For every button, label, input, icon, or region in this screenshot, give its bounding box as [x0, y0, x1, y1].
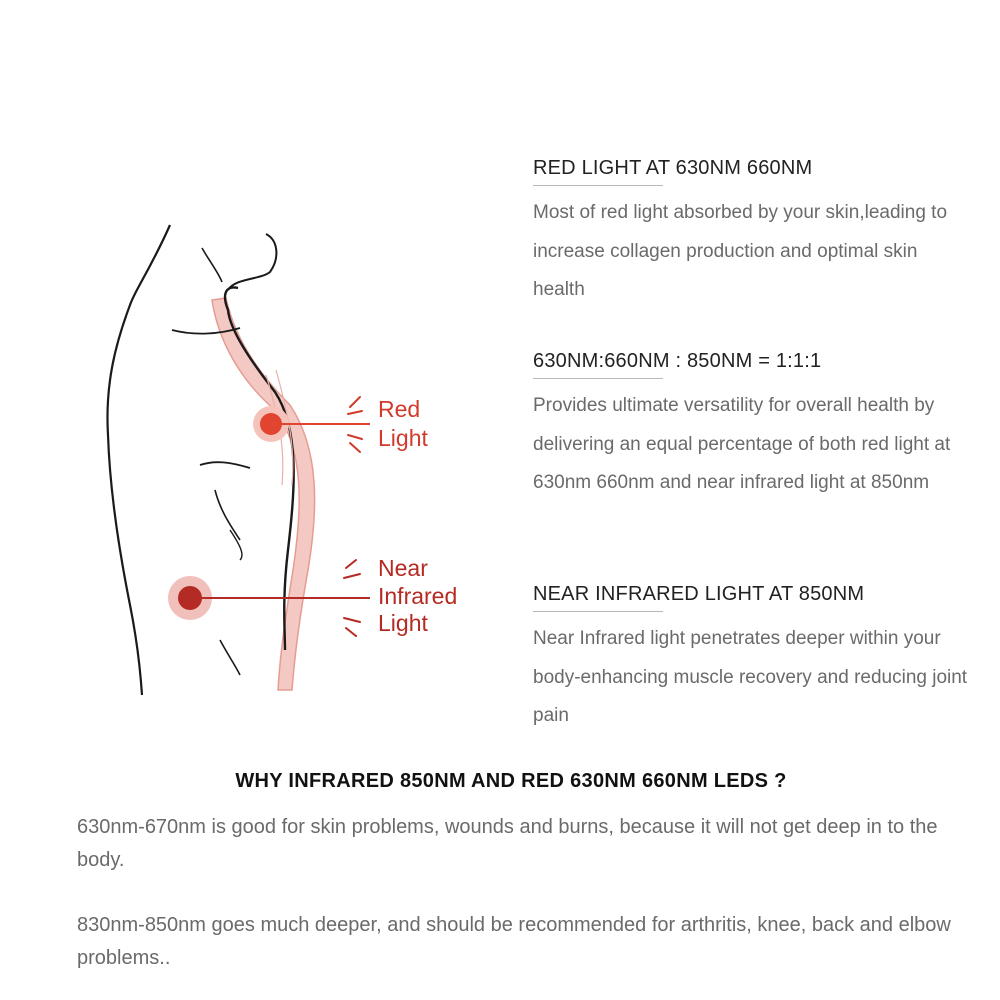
neck-outline: [228, 234, 276, 290]
section-title: RED LIGHT AT 630NM 660NM: [533, 157, 812, 186]
why-paragraph-infrared: 830nm-850nm goes much deeper, and should be recommended for arthritis, knee, back and elbow problems..: [77, 914, 951, 969]
nir-light-label-line2: Infrared: [378, 583, 458, 609]
section-text: Near Infrared light penetrates deeper within your body-enhancing muscle recovery and reducing joint pain: [533, 628, 968, 726]
section-text: Most of red light absorbed by your skin,leading to increase collagen production and optimal skin health: [533, 202, 948, 300]
section-near-infrared: [533, 583, 973, 736]
nir-light-label-line3: Light: [378, 610, 428, 636]
section-title: NEAR INFRARED LIGHT AT 850NM: [533, 583, 864, 612]
back-outline: [107, 225, 170, 695]
section-title: 630NM:660NM : 850NM = 1:1:1: [533, 350, 821, 379]
torso-illustration: [90, 210, 510, 710]
body-light-diagram: [90, 210, 510, 710]
section-red-light: [533, 157, 973, 310]
why-heading: WHY INFRARED 850NM AND RED 630NM 660NM LEDS ?: [235, 770, 787, 792]
nir-light-label-line1: Near: [378, 555, 428, 581]
skin-penetration-band: [212, 298, 315, 690]
section-text: Provides ultimate versatility for overall health by delivering an equal percentage of both red light at 630nm 660nm and near infrared light at 850nm: [533, 395, 951, 493]
red-light-label-line2: Light: [378, 425, 428, 451]
section-ratio: [533, 350, 973, 503]
red-light-label-line1: Red: [378, 396, 421, 422]
why-paragraph-red: 630nm-670nm is good for skin problems, wounds and burns, because it will not get deep in to the body.: [77, 816, 938, 871]
